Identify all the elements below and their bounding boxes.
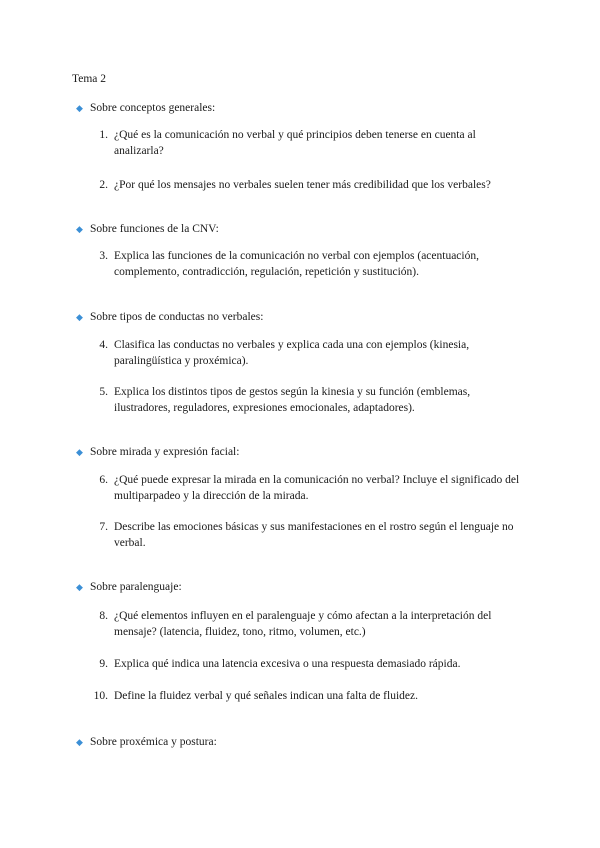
question-number: 8. (99, 610, 108, 622)
section-heading-text: Sobre funciones de la CNV: (90, 223, 219, 235)
section-heading (76, 310, 263, 324)
section-heading (76, 445, 239, 459)
question-item (92, 656, 522, 672)
question-text: ¿Qué es la comunicación no verbal y qué principios deben tenerse en cuenta al analizarla? (114, 129, 476, 157)
section-heading-text: Sobre conceptos generales: (90, 102, 216, 114)
question-number: 6. (99, 474, 108, 486)
question-number: 7. (99, 521, 108, 533)
diamond-bullet-icon: ◆ (76, 582, 83, 592)
question-item (92, 177, 522, 193)
diamond-bullet-icon: ◆ (76, 447, 83, 457)
question-number: 9. (99, 658, 108, 670)
section-heading (76, 222, 219, 236)
diamond-bullet-icon: ◆ (76, 312, 83, 322)
question-text: Explica qué indica una latencia excesiva o una respuesta demasiado rápida. (114, 658, 461, 670)
question-item (92, 608, 522, 640)
question-item (92, 384, 522, 416)
question-number: 4. (99, 339, 108, 351)
question-item (92, 337, 522, 369)
question-item (92, 472, 522, 504)
question-text: ¿Por qué los mensajes no verbales suelen tener más credibilidad que los verbales? (114, 179, 491, 191)
section-heading (76, 735, 217, 749)
section-heading-text: Sobre tipos de conductas no verbales: (90, 311, 264, 323)
section-heading-text: Sobre proxémica y postura: (90, 736, 217, 748)
question-number: 5. (99, 386, 108, 398)
section-heading-text: Sobre paralenguaje: (90, 581, 182, 593)
document-title: Tema 2 (72, 73, 107, 85)
question-number: 10. (93, 690, 108, 702)
diamond-bullet-icon: ◆ (76, 224, 83, 234)
question-text: Explica las funciones de la comunicación no verbal con ejemplos (acentuación, complemento, contradicción, regulación, repetición y sustitución). (114, 250, 479, 278)
question-text: Describe las emociones básicas y sus manifestaciones en el rostro según el lenguaje no verbal. (114, 521, 514, 549)
question-item (92, 127, 522, 159)
section-heading (76, 580, 182, 594)
question-item (92, 248, 522, 280)
question-number: 3. (99, 250, 108, 262)
question-text: Explica los distintos tipos de gestos según la kinesia y su función (emblemas, ilustradores, reguladores, expresiones emocionales, adaptadores). (114, 386, 471, 414)
question-item (92, 519, 522, 551)
diamond-bullet-icon: ◆ (76, 737, 83, 747)
question-number: 2. (99, 179, 108, 191)
question-text: Define la fluidez verbal y qué señales indican una falta de fluidez. (114, 690, 418, 702)
question-text: ¿Qué elementos influyen en el paralenguaje y cómo afectan a la interpretación del mensaje? (latencia, fluidez, tono, ritmo, volumen, etc.) (114, 610, 492, 638)
question-text: ¿Qué puede expresar la mirada en la comunicación no verbal? Incluye el significado del multiparpadeo y la dirección de la mirada. (114, 474, 520, 502)
question-number: 1. (99, 129, 108, 141)
section-heading-text: Sobre mirada y expresión facial: (90, 446, 240, 458)
question-text: Clasifica las conductas no verbales y explica cada una con ejemplos (kinesia, paralingüística y proxémica). (114, 339, 470, 367)
question-item (88, 688, 518, 704)
diamond-bullet-icon: ◆ (76, 103, 83, 113)
section-heading (76, 101, 215, 115)
